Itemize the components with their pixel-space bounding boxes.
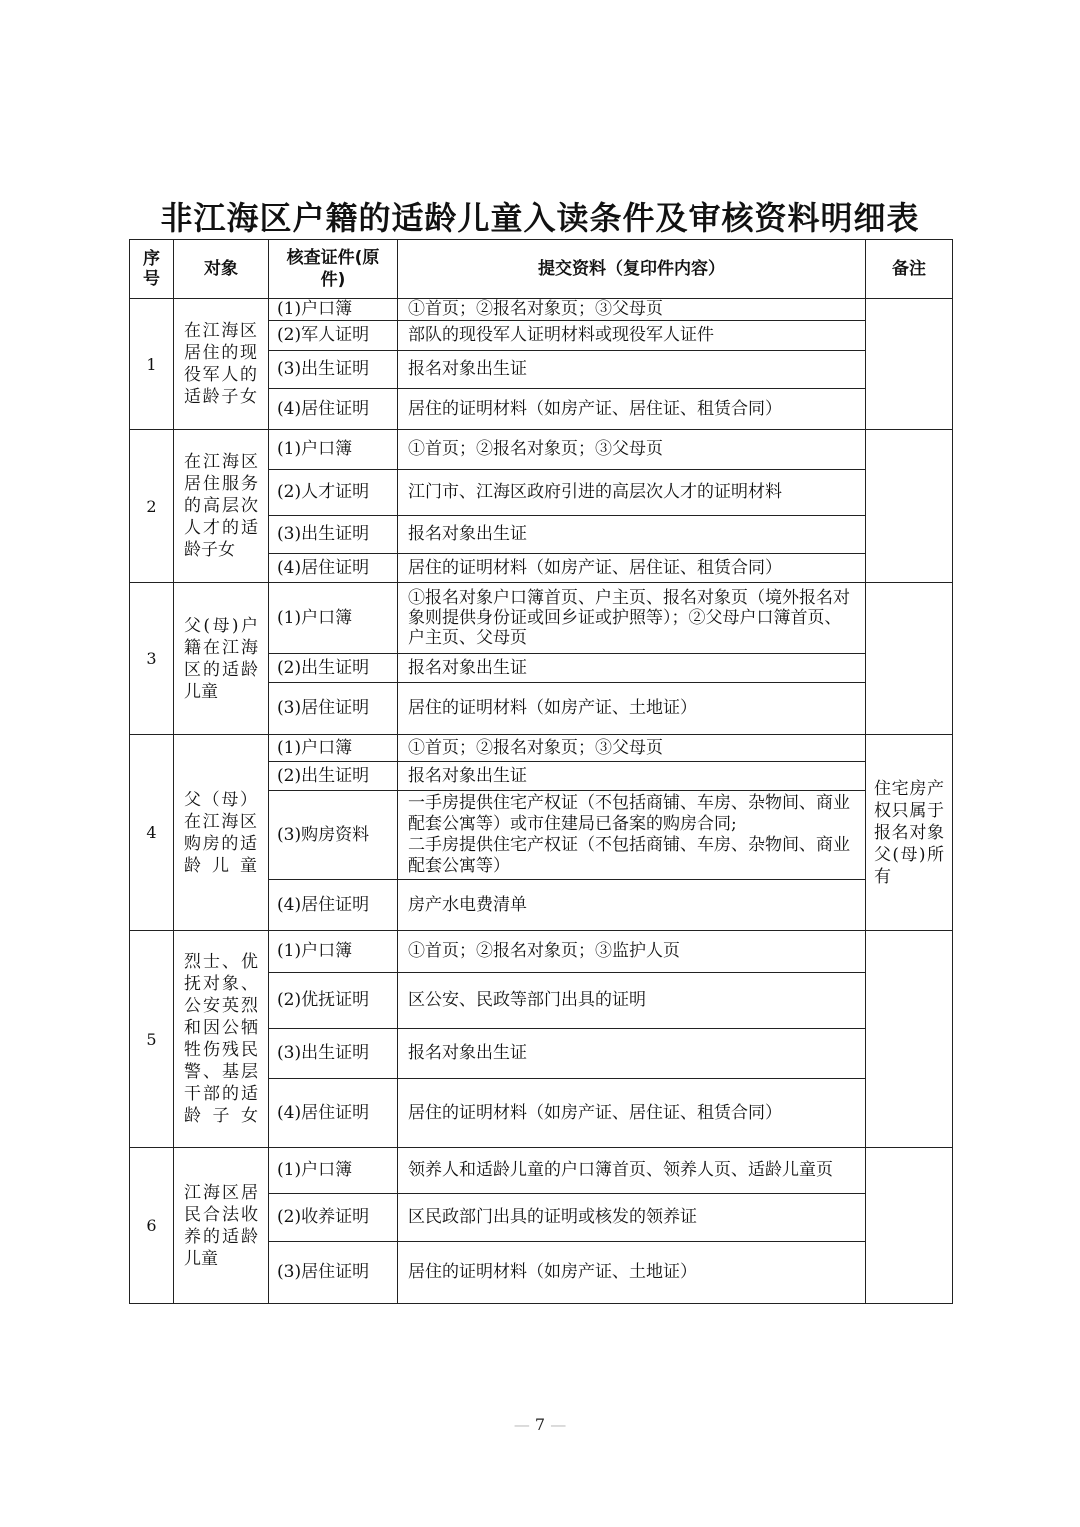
header-materials: 提交资料（复印件内容） [398,240,866,299]
row-note [866,430,953,583]
row-cert: (1)户口簿 [269,430,398,470]
row-cert: (4)居住证明 [269,389,398,430]
row-cert: (3)出生证明 [269,351,398,389]
row-materials: ①首页；②报名对象页；③父母页 [398,299,866,321]
row-note: 住宅房产权只属于报名对象父(母)所有 [866,735,953,931]
row-cert: (2)人才证明 [269,470,398,516]
row-materials: 报名对象出生证 [398,351,866,389]
row-seq: 3 [130,583,174,735]
row-cert: (2)优抚证明 [269,973,398,1029]
row-materials: 居住的证明材料（如房产证、土地证） [398,683,866,735]
table-row [130,931,953,973]
header-object: 对象 [174,240,269,299]
table-row [130,430,953,470]
row-materials: 居住的证明材料（如房产证、居住证、租赁合同） [398,1079,866,1148]
header-cert: 核查证件(原件) [269,240,398,299]
row-object: 江海区居民合法收养的适龄儿童 [174,1148,269,1304]
row-cert: (1)户口簿 [269,299,398,321]
row-cert: (3)居住证明 [269,683,398,735]
row-cert: (4)居住证明 [269,1079,398,1148]
requirements-table [129,239,953,1304]
page-number [0,1415,1080,1434]
row-materials: ①报名对象户口簿首页、户主页、报名对象页（境外报名对象则提供身份证或回乡证或护照等）；②父母户口簿首页、户主页、父母页 [398,583,866,654]
row-materials: 报名对象出生证 [398,516,866,554]
row-materials [398,791,866,880]
row-seq: 5 [130,931,174,1148]
document-title: 非江海区户籍的适龄儿童入读条件及审核资料明细表 [160,199,920,237]
row-object: 在江海区居住服务的高层次人才的适龄子女 [174,430,269,583]
row-cert: (4)居住证明 [269,554,398,583]
row-materials: 房产水电费清单 [398,880,866,931]
row-materials: 居住的证明材料（如房产证、居住证、租赁合同） [398,389,866,430]
row-seq: 2 [130,430,174,583]
row-materials: 报名对象出生证 [398,1029,866,1079]
row-materials: 报名对象出生证 [398,762,866,791]
row-cert: (3)出生证明 [269,1029,398,1079]
row-object: 烈士、优抚对象、公安英烈和因公牺牲伤残民警、基层干部的适龄子女 [174,931,269,1148]
row-cert: (3)出生证明 [269,516,398,554]
table-row [130,735,953,762]
row-materials: 江门市、江海区政府引进的高层次人才的证明材料 [398,470,866,516]
row-materials: ①首页；②报名对象页；③监护人页 [398,931,866,973]
row-materials: 居住的证明材料（如房产证、居住证、租赁合同） [398,554,866,583]
row-cert: (2)收养证明 [269,1194,398,1242]
row-materials: 部队的现役军人证明材料或现役军人证件 [398,321,866,351]
header-note: 备注 [866,240,953,299]
row-materials: ①首页；②报名对象页；③父母页 [398,430,866,470]
row-materials: 区公安、民政等部门出具的证明 [398,973,866,1029]
table-row [130,583,953,654]
new-house-materials: 一手房提供住宅产权证（不包括商铺、车房、杂物间、商业配套公寓等）或市住建局已备案的购房合同; [408,793,850,834]
row-cert: (2)军人证明 [269,321,398,351]
row-cert: (3)购房资料 [269,791,398,880]
row-cert: (4)居住证明 [269,880,398,931]
table-row [130,1148,953,1194]
row-seq: 4 [130,735,174,931]
row-note [866,299,953,430]
row-cert: (2)出生证明 [269,654,398,683]
row-cert: (1)户口簿 [269,735,398,762]
row-cert: (1)户口簿 [269,931,398,973]
row-cert: (3)居住证明 [269,1242,398,1304]
page-number-dash-right: — [550,1415,567,1434]
row-object: 父（母）在江海区购房的适龄儿童 [174,735,269,931]
row-materials: ①首页；②报名对象页；③父母页 [398,735,866,762]
row-materials: 居住的证明材料（如房产证、土地证） [398,1242,866,1304]
table-row [130,299,953,321]
second-hand-house-materials: 二手房提供住宅产权证（不包括商铺、车房、杂物间、商业配套公寓等） [408,835,850,876]
row-object: 在江海区居住的现役军人的适龄子女 [174,299,269,430]
row-cert: (1)户口簿 [269,1148,398,1194]
row-materials: 领养人和适龄儿童的户口簿首页、领养人页、适龄儿童页 [398,1148,866,1194]
row-note [866,1148,953,1304]
row-seq: 6 [130,1148,174,1304]
row-materials: 报名对象出生证 [398,654,866,683]
row-materials: 区民政部门出具的证明或核发的领养证 [398,1194,866,1242]
row-cert: (1)户口簿 [269,583,398,654]
page-number-dash-left: — [513,1415,530,1434]
row-object: 父(母)户籍在江海区的适龄儿童 [174,583,269,735]
row-seq: 1 [130,299,174,430]
header-seq: 序号 [130,240,174,299]
row-cert: (2)出生证明 [269,762,398,791]
row-note [866,583,953,735]
row-note [866,931,953,1148]
page-number-value: 7 [534,1415,546,1434]
